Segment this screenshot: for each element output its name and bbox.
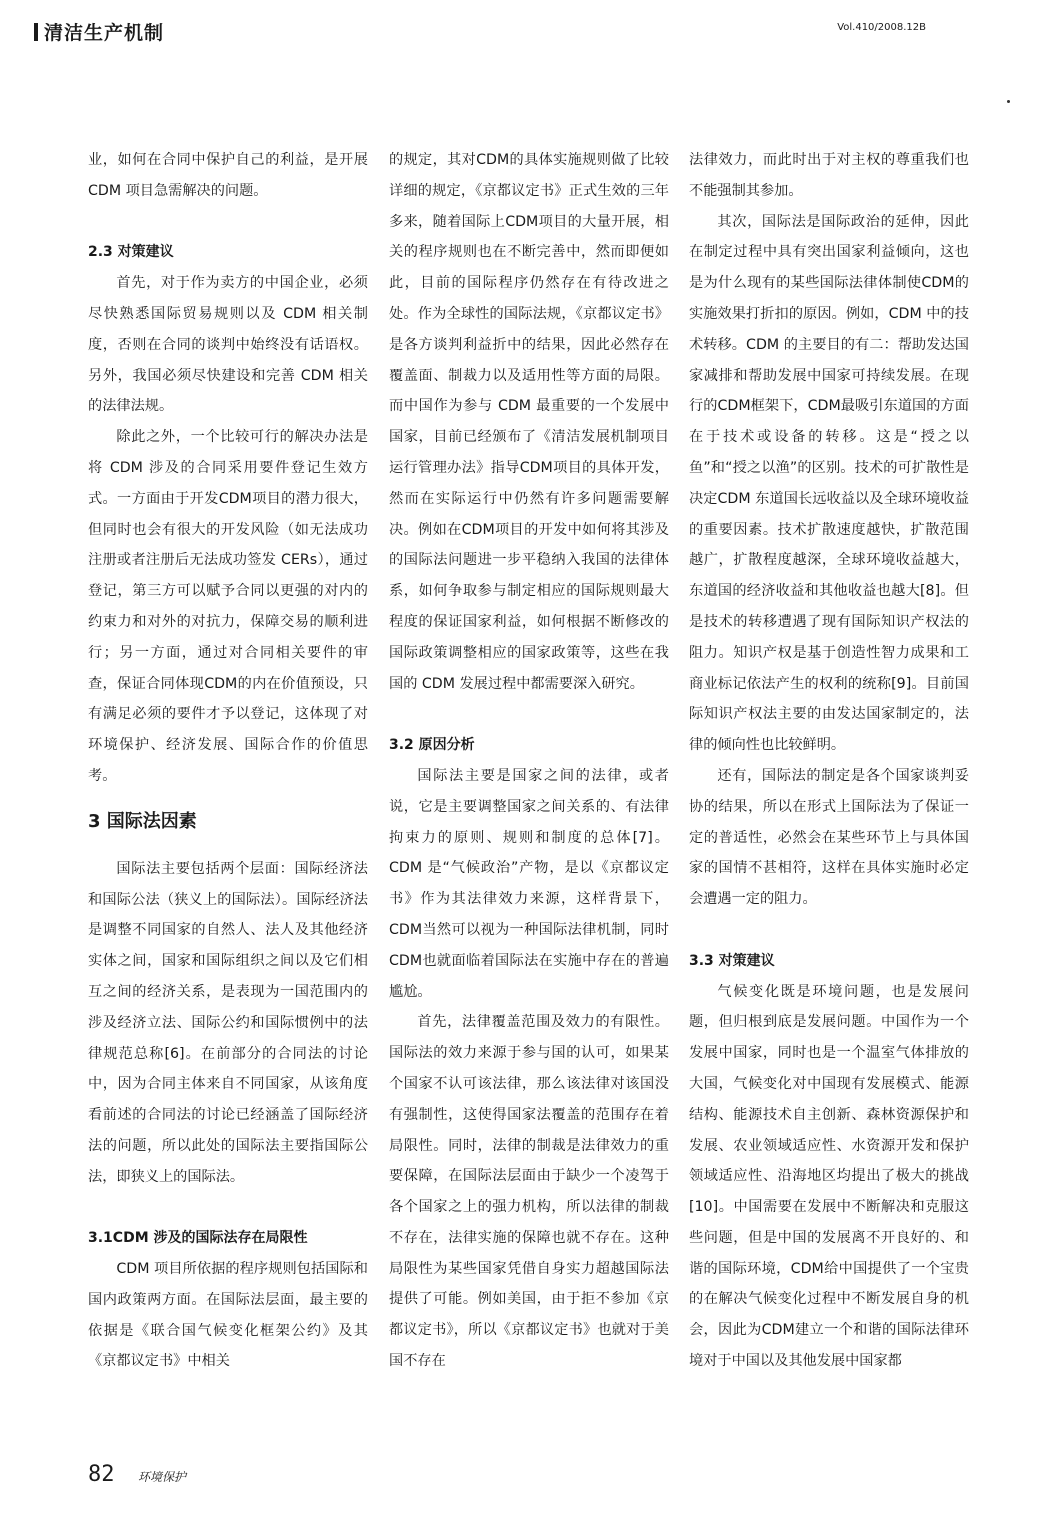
- column-1: [88, 145, 368, 1377]
- paragraph: 其次，国际法是国际政治的延伸，因此在制定过程中具有突出国家利益倾向，这也是为什么现有的某些国际法律体制使CDM的实施效果打折扣的原因。例如，CDM 中的技术转移。CDM 的主要目的有二：帮助发达国家减排和帮助发展中国家可持续发展。在现行的CDM框架下，CDM最吸引东道国的方面在于技术或设备的转移。这是“授之以鱼”和“授之以渔”的区别。技术的可扩散性是决定CDM 东道国长远收益以及全球环境收益的重要因素。技术扩散速度越快，扩散范围越广，扩散程度越深，全球环境收益越大，东道国的经济收益和其他收益也越大[8]。但是技术的转移遭遇了现有国际知识产权法的阻力。知识产权是基于创造性智力成果和工商业标记依法产生的权利的统称[9]。目前国际知识产权法主要的由发达国家制定的，法律的倾向性也比较鲜明。: [689, 213, 969, 754]
- column-2: [389, 145, 669, 1377]
- scan-mark: [1007, 100, 1010, 103]
- paragraph: 除此之外，一个比较可行的解决办法是将 CDM 涉及的合同采用要件登记生效方式。一方面由于开发CDM项目的潜力很大，但同时也会有很大的开发风险（如无法成功注册或者注册后无法成功签发 CERs），通过登记，第三方可以赋予合同以更强的对内的约束力和对外的对抗力，保障交易的顺利进行；另一方面，通过对合同相关要件的审查，保证合同体现CDM的内在价值预设，只有满足必须的要件才予以登记，这体现了对环境保护、经济发展、国际合作的价值思考。: [88, 429, 368, 784]
- subsection-heading-3-2: 3.2 原因分析: [389, 737, 475, 754]
- paragraph: CDM 项目所依据的程序规则包括国际和国内政策两方面。在国际法层面，最主要的依据是《联合国气候变化框架公约》及其《京都议定书》中相关: [88, 1261, 368, 1370]
- section-title: 清洁生产机制: [44, 22, 165, 44]
- paragraph: 的规定，其对CDM的具体实施规则做了比较详细的规定，《京都议定书》正式生效的三年多来，随着国际上CDM项目的大量开展，相关的程序规则也在不断完善中，然而即便如此，目前的国际程序仍然存在有待改进之处。作为全球性的国际法规，《京都议定书》是各方谈判利益折中的结果，因此必然存在覆盖面、制裁力以及适用性等方面的局限。而中国作为参与 CDM 最重要的一个发展中国家，目前已经颁布了《清洁发展机制项目运行管理办法》指导CDM项目的具体开发，然而在实际运行中仍然有许多问题需要解决。例如在CDM项目的开发中如何将其涉及的国际法问题进一步平稳纳入我国的法律体系，如何争取参与制定相应的国际规则最大程度的保证国家利益，如何根据不断修改的国际政策调整相应的国家政策等，这些在我国的 CDM 发展过程中都需要深入研究。: [389, 152, 669, 692]
- running-header-section: [34, 18, 164, 45]
- paragraph: 还有，国际法的制定是各个国家谈判妥协的结果，所以在形式上国际法为了保证一定的普适性，必然会在某些环节上与具体国家的国情不甚相符，这样在具体实施时必定会遭遇一定的阻力。: [689, 767, 969, 908]
- paragraph: 气候变化既是环境问题，也是发展问题，但归根到底是发展问题。中国作为一个发展中国家，同时也是一个温室气体排放的大国，气候变化对中国现有发展模式、能源结构、能源技术自主创新、森林资源保护和发展、农业领域适应性、水资源开发和保护领域适应性、沿海地区均提出了极大的挑战[10]。中国需要在发展中不断解决和克服这些问题，但是中国的发展离不开良好的、和谐的国际环境，CDM给中国提供了一个宝贵的在解决气候变化过程中不断发展自身的机会，因此为CDM建立一个和谐的国际法律环境对于中国以及其他发展中国家都: [689, 983, 969, 1370]
- paragraph: 首先，法律覆盖范围及效力的有限性。国际法的效力来源于参与国的认可，如果某个国家不认可该法律，那么该法律对该国没有强制性，这使得国家法覆盖的范围存在着局限性。同时，法律的制裁是法律效力的重要保障，在国际法层面由于缺少一个凌驾于各个国家之上的强力机构，所以法律的制裁不存在，法律实施的保障也就不存在。这种局限性为某些国家凭借自身实力超越国际法提供了可能。例如美国，由于拒不参加《京都议定书》，所以《京都议定书》也就对于美国不存在: [389, 1014, 669, 1370]
- magazine-name: 环境保护: [138, 1470, 187, 1484]
- paragraph: 业，如何在合同中保护自己的利益，是开展 CDM 项目急需解决的问题。: [88, 152, 368, 199]
- page-number: 82: [88, 1462, 115, 1487]
- subsection-heading-3-1: 3.1CDM 涉及的国际法存在局限性: [88, 1230, 308, 1247]
- paragraph: 国际法主要包括两个层面：国际经济法和国际公法（狭义上的国际法）。国际经济法是调整不同国家的自然人、法人及其他经济实体之间，国家和国际组织之间以及它们相互之间的经济关系，是表现为一国范围内的涉及经济立法、国际公约和国际惯例中的法律规范总称[6]。在前部分的合同法的讨论中，因为合同主体来自不同国家，从该角度看前述的合同法的讨论已经涵盖了国际经济法的问题，所以此处的国际法主要指国际公法，即狭义上的国际法。: [88, 860, 368, 1185]
- header-bar-icon: [34, 23, 38, 41]
- subsection-heading-3-3: 3.3 对策建议: [689, 952, 775, 969]
- column-3: [689, 145, 969, 1377]
- section-heading-3: 3 国际法因素: [88, 810, 197, 832]
- paragraph: 法律效力，而此时出于对主权的尊重我们也不能强制其参加。: [689, 152, 969, 199]
- issue-info: Vol.410/2008.12B: [837, 22, 926, 33]
- paragraph: 国际法主要是国家之间的法律，或者说，它是主要调整国家之间关系的、有法律拘束力的原则、规则和制度的总体[7]。CDM 是“气候政治”产物，是以《京都议定书》作为其法律效力来源，这样背景下，CDM当然可以视为一种国际法律机制，同时CDM也就面临着国际法在实施中存在的普遍尴尬。: [389, 767, 669, 1000]
- subsection-heading-2-3: 2.3 对策建议: [88, 244, 174, 261]
- paragraph: 首先，对于作为卖方的中国企业，必须尽快熟悉国际贸易规则以及 CDM 相关制度，否则在合同的谈判中始终没有话语权。另外，我国必须尽快建设和完善 CDM 相关的法律法规。: [88, 275, 368, 415]
